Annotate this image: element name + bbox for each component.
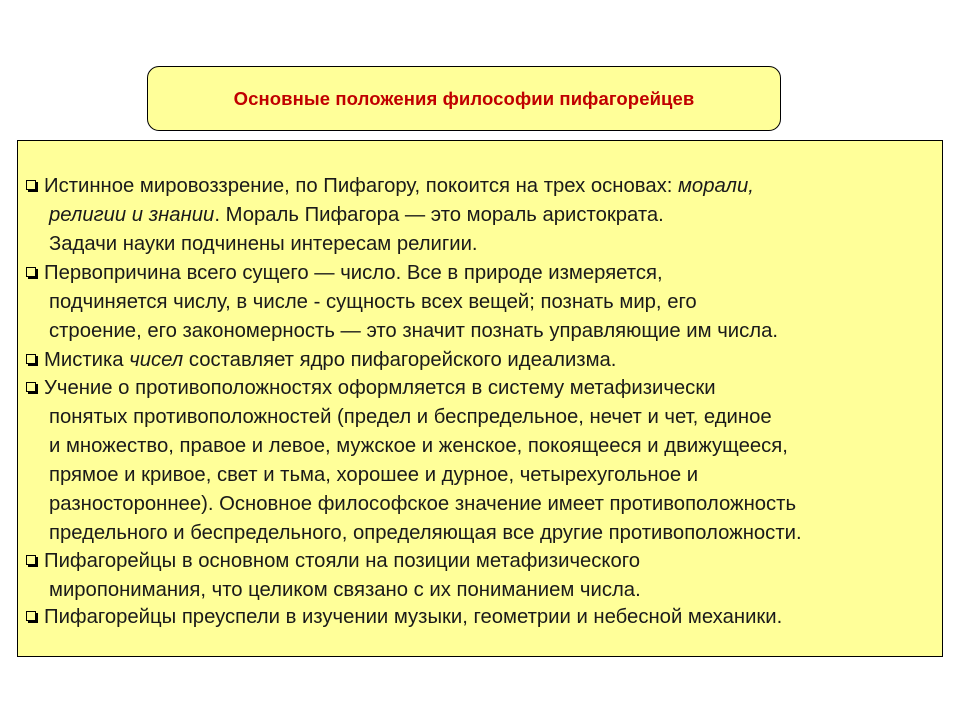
bullet-line: и множество, правое и левое, мужское и женское, покоящееся и движущееся, — [49, 435, 788, 457]
italic-run: морали, — [678, 175, 754, 197]
bullet-line: Первопричина всего сущего — число. Все в природе измеряется, — [44, 262, 663, 284]
text-run: Мистика — [44, 349, 130, 371]
bullet-item — [26, 547, 938, 605]
content-box — [17, 140, 943, 657]
italic-run: религии и знании — [49, 204, 215, 226]
bullet-line: подчиняется числу, в числе - сущность всех вещей; познать мир, его — [49, 291, 697, 313]
text-run: составляет ядро пифагорейского идеализма. — [183, 349, 617, 371]
bullet-item — [26, 259, 938, 346]
title-box — [147, 66, 781, 131]
bullet-line — [26, 172, 938, 201]
bullet-item — [26, 172, 938, 259]
bullet-line: разностороннее). Основное философское значение имеет противоположность — [49, 493, 797, 515]
bullet-line: понятых противоположностей (предел и беспредельное, нечет и чет, единое — [49, 406, 772, 428]
bullet-line: миропонимания, что целиком связано с их пониманием числа. — [49, 579, 641, 601]
italic-run: чисел — [129, 349, 184, 371]
checkbox-bullet-icon — [26, 354, 36, 364]
bullet-line: Пифагорейцы в основном стояли на позиции метафизического — [44, 550, 641, 572]
checkbox-bullet-icon — [26, 611, 36, 621]
bullet-item — [26, 374, 938, 548]
checkbox-bullet-icon — [26, 382, 36, 392]
text-run: . Мораль Пифагора — это мораль аристократа. — [214, 204, 664, 226]
bullet-line — [26, 346, 938, 375]
bullet-line: строение, его закономерность — это значит познать управляющие им числа. — [49, 320, 778, 342]
bullet-item — [26, 346, 938, 375]
bullet-line — [26, 201, 938, 230]
text-run: Истинное мировоззрение, по Пифагору, покоится на трех основах: — [44, 175, 679, 197]
slide-title: Основные положения философии пифагорейцев — [233, 87, 695, 109]
bullet-line: прямое и кривое, свет и тьма, хорошее и дурное, четырехугольное и — [49, 464, 699, 486]
bullet-line: предельного и беспредельного, определяющая все другие противоположности. — [49, 522, 802, 544]
checkbox-bullet-icon — [26, 555, 36, 565]
checkbox-bullet-icon — [26, 180, 36, 190]
bullet-line: Пифагорейцы преуспели в изучении музыки, геометрии и небесной механики. — [44, 606, 783, 628]
bullet-line: Учение о противоположностях оформляется в систему метафизически — [44, 377, 716, 399]
bullet-item — [26, 603, 938, 632]
checkbox-bullet-icon — [26, 267, 36, 277]
bullet-line: Задачи науки подчинены интересам религии. — [49, 233, 478, 255]
